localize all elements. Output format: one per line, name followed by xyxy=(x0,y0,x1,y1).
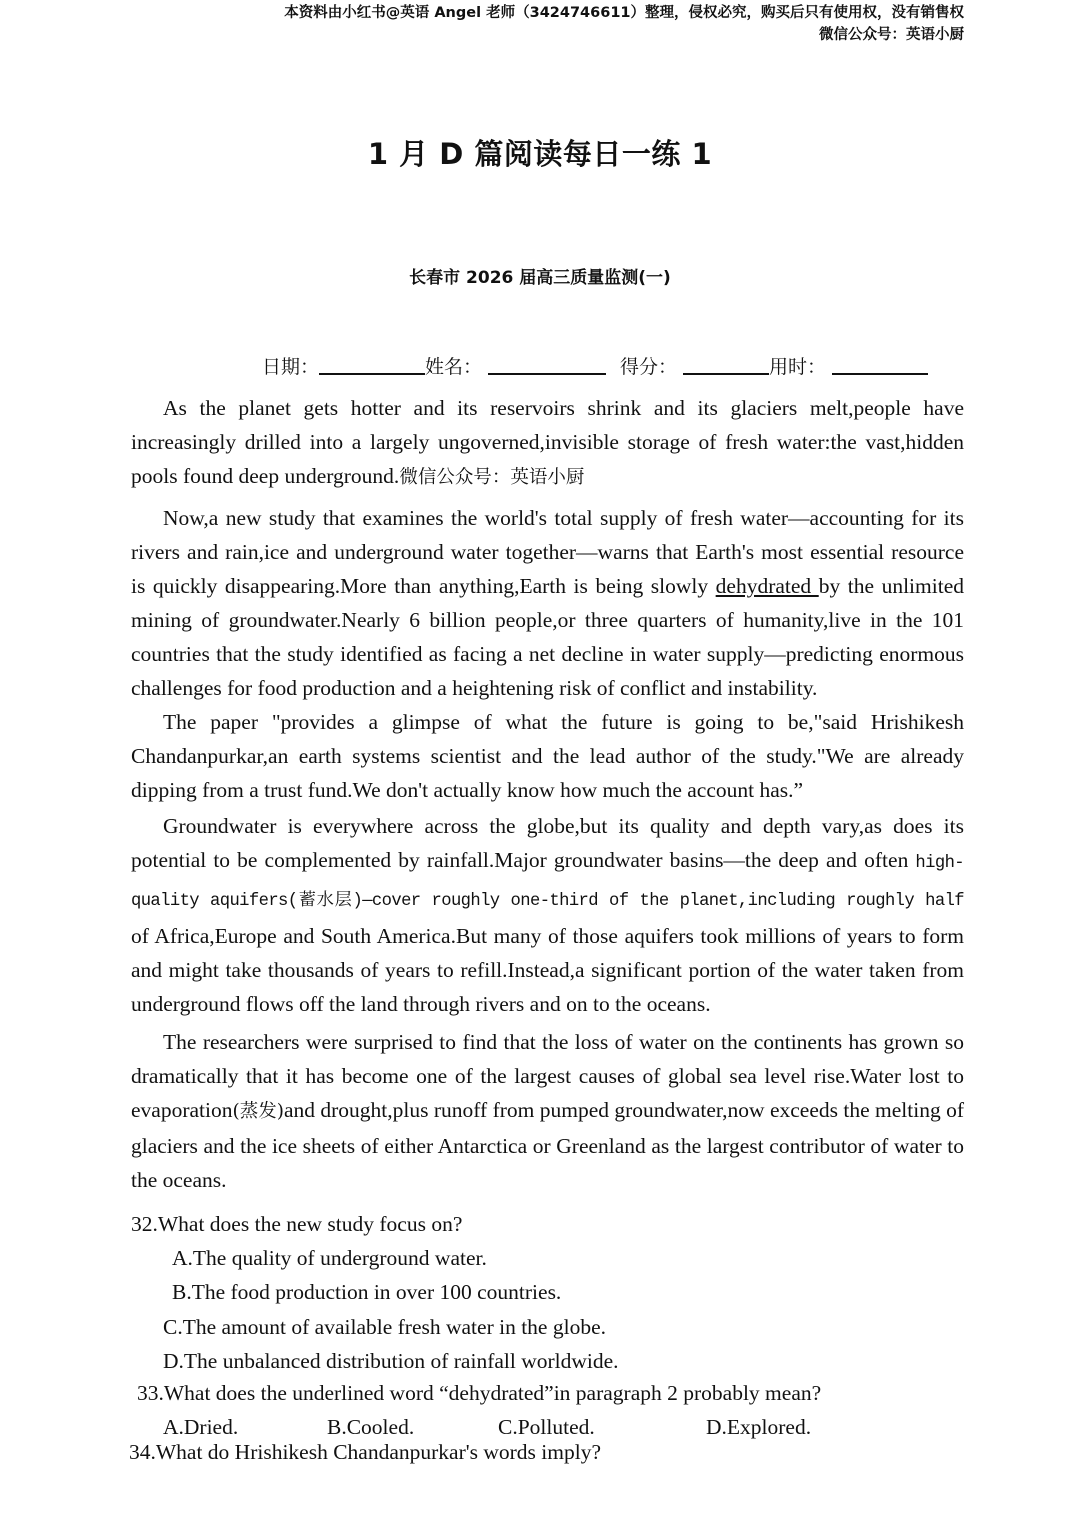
paragraph-3: The paper "provides a glimpse of what the future is going to be,"said Hrishikesh Chandanpurkar,an earth systems scientist and the lead author of the study."We are already dipping from a trust fund.We don't actually know how much the account has.” xyxy=(131,710,964,802)
time-blank xyxy=(832,353,928,375)
q33-option-d: D.Explored. xyxy=(706,1415,812,1439)
name-label: 姓名： xyxy=(425,356,483,378)
paragraph-2: Now,a new study that examines the world's total supply of fresh water—accounting for its rivers and rain,ice and underground water together—warns that Earth's most essential resource is quickly disappearing.More than anything,Earth is being slowly dehydrated by the unlimited mining of groundwater.Nearly 6 billion people,or three quarters of humanity,live in the 101 countries that the study identified as facing a net decline in water supply—predicting enormous challenges for food production and a heightening risk of conflict and instability. xyxy=(131,506,964,700)
wechat-note: 微信公众号：英语小厨 xyxy=(399,467,585,488)
aquifer-line: high-quality aquifers(蓄水层)—cover roughly one-third of the planet,including roughly half xyxy=(131,854,964,911)
underlined-word: dehydrated xyxy=(715,574,819,598)
date-blank xyxy=(319,353,425,375)
question-34: 34.What do Hrishikesh Chandanpurkar's words imply? xyxy=(129,1440,602,1464)
evaporation-gloss: (蒸发) xyxy=(232,1101,284,1122)
name-blank xyxy=(488,353,606,375)
question-33: 33.What does the underlined word “dehydrated”in paragraph 2 probably mean? xyxy=(137,1381,822,1405)
exam-source: 长春市 2026 届高三质量监测(一) xyxy=(409,268,671,288)
score-blank xyxy=(683,353,769,375)
student-info-line xyxy=(262,352,928,379)
copyright-header xyxy=(284,2,964,46)
q32-option-d: D.The unbalanced distribution of rainfall worldwide. xyxy=(163,1349,619,1373)
time-label: 用时： xyxy=(769,356,827,378)
q33-option-a: A.Dried. xyxy=(163,1415,239,1439)
reading-passage xyxy=(131,391,964,1197)
date-label: 日期： xyxy=(262,356,320,378)
q32-option-b: B.The food production in over 100 countries. xyxy=(172,1280,562,1304)
paragraph-4: Groundwater is everywhere across the globe,but its quality and depth vary,as does its potential to be complemented by rainfall.Major groundwater basins—the deep and often high-quality aquifers(蓄水层)—cover roughly one-third of the planet,including roughly half of Africa,Europe and South America.But many of those aquifers took millions of years to form and might take thousands of years to refill.Instead,a significant portion of the water taken from underground flows off the land through rivers and on to the oceans. xyxy=(131,814,964,1016)
q32-option-a: A.The quality of underground water. xyxy=(172,1246,487,1270)
page-title: 1 月 D 篇阅读每日一练 1 xyxy=(367,137,713,171)
paragraph-5: The researchers were surprised to find that the loss of water on the continents has grown so dramatically that it has become one of the largest causes of global sea level rise.Water lost to evaporation(蒸发)and drought,plus runoff from pumped groundwater,now exceeds the melting of glaciers and the ice sheets of either Antarctica or Greenland as the largest contributor of water to the oceans. xyxy=(131,1030,964,1192)
copyright-line: 本资料由小红书@英语 Angel 老师（3424746611）整理，侵权必究，购买后只有使用权，没有销售权 xyxy=(284,5,964,21)
q32-option-c: C.The amount of available fresh water in the globe. xyxy=(163,1315,606,1339)
q33-option-b: B.Cooled. xyxy=(327,1415,415,1439)
paragraph-1: As the planet gets hotter and its reservoirs shrink and its glaciers melt,people have increasingly drilled into a largely ungoverned,invisible storage of fresh water:the vast,hidden pools found deep underground.微信公众号：英语小厨 xyxy=(131,396,964,488)
question-32: 32.What does the new study focus on? xyxy=(131,1212,463,1236)
wechat-account-line: 微信公众号：英语小厨 xyxy=(819,27,964,43)
score-label: 得分： xyxy=(620,356,678,378)
q33-option-c: C.Polluted. xyxy=(498,1415,595,1439)
